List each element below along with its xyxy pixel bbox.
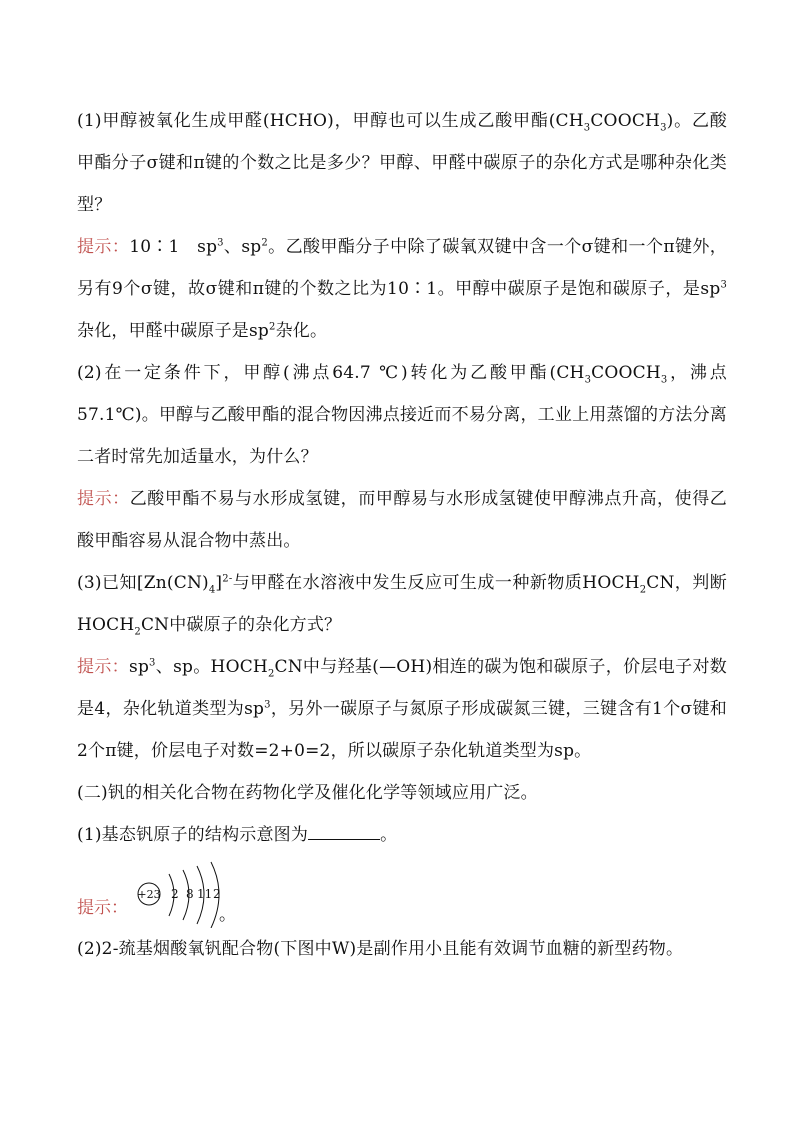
hint-label: 提示：: [77, 489, 130, 509]
hint-label: 提示：: [77, 657, 130, 677]
q1-text-c: )。乙酸甲酯分子σ键和π键的个数之比是多少？甲醇、甲醛中碳原子的杂化方式是哪种杂化类型？: [77, 111, 727, 215]
hint1-text-d: 杂化，甲醛中碳原子是sp: [77, 321, 270, 341]
hint3-text-b: 、sp。HOCH: [155, 657, 268, 677]
q1-sub-b: 3: [660, 122, 667, 134]
q2-text-a: (2)在一定条件下，甲醇(沸点64.7 ℃)转化为乙酸甲酯(CH: [77, 363, 585, 383]
hint-3: [77, 646, 727, 772]
hint1-text-c: 。乙酸甲酯分子中除了碳氧双键中含一个σ键和一个π键外，另有9个σ键，故σ键和π键的个数之比为10∶1。甲醇中碳原子是饱和碳原子，是sp: [77, 237, 727, 299]
hint1-text-b: 、sp: [223, 237, 262, 257]
section-2-intro: [77, 772, 727, 814]
q2-sub-b: 3: [660, 374, 668, 386]
q3-text-c: 与甲醛在水溶液中发生反应可生成一种新物质HOCH: [232, 573, 640, 593]
question-1-1: [77, 100, 727, 226]
hint1-sup-a: 3: [217, 237, 224, 249]
hint-label: 提示：: [77, 237, 130, 257]
q3-sup-b: 2-: [222, 573, 233, 585]
hint1-text-e: 杂化。: [275, 321, 328, 341]
q3-sub-d: 2: [134, 626, 141, 638]
q2-text-c: ，沸点57.1℃)。甲醇与乙酸甲酯的混合物因沸点接近而不易分离，工业上用蒸馏的方法分离二者时常先加适量水，为什么？: [77, 363, 727, 467]
hint2-text: 乙酸甲酯不易与水形成氢键，而甲醇易与水形成氢键使甲醇沸点升高，使得乙酸甲酯容易从混合物中蒸出。: [77, 489, 727, 551]
q3-text-e: CN中碳原子的杂化方式？: [140, 615, 342, 635]
hint1-text-a: 10∶1 sp: [129, 237, 218, 257]
shell-3-count: 11: [197, 887, 213, 901]
q2-sub-a: 3: [584, 374, 592, 386]
hint3-sup-c: 3: [264, 699, 271, 711]
hint-2: [77, 478, 727, 562]
document-body: [77, 100, 727, 970]
hint3-text-d: ，另外一碳原子与氮原子形成碳氮三键，三键含有1个σ键和2个π键，价层电子对数=2+0=2，所以碳原子杂化轨道类型为sp。: [77, 699, 727, 761]
question-2-2: [77, 928, 727, 970]
hint3-sub-b: 2: [267, 668, 275, 680]
section-2-text: (二)钒的相关化合物在药物化学及催化化学等领域应用广泛。: [77, 783, 538, 803]
vanadium-atom-diagram: [133, 860, 229, 928]
q21-text-b: 。: [380, 825, 398, 845]
q21-text-a: (1)基态钒原子的结构示意图为: [77, 825, 309, 845]
hint3-sup-a: 3: [149, 657, 156, 669]
hint-label: 提示：: [77, 898, 128, 918]
q2-text-b: COOCH: [591, 363, 661, 383]
hint1-sup-c: 3: [720, 279, 727, 291]
hint-1: [77, 226, 727, 352]
q1-text-a: (1)甲醇被氧化生成甲醛(HCHO)，甲醇也可以生成乙酸甲酯(CH: [77, 111, 584, 131]
hint-4: [77, 860, 727, 928]
q3-text-d: CN，判断HOCH: [77, 573, 727, 635]
question-1-3: [77, 562, 727, 646]
question-2-1: [77, 814, 727, 856]
q1-text-b: COOCH: [590, 111, 661, 131]
hint4-period: 。: [219, 905, 236, 925]
hint1-sup-b: 2: [261, 237, 268, 249]
q3-sub-c: 2: [639, 584, 647, 596]
q22-text: (2)2-巯基烟酸氧钒配合物(下图中W)是副作用小且能有效调节血糖的新型药物。: [77, 939, 684, 959]
nucleus-charge: +23: [137, 888, 161, 901]
q3-sub-a: 4: [208, 584, 216, 596]
shell-1-count: 2: [171, 887, 179, 901]
hint1-sup-d: 2: [269, 321, 276, 333]
answer-blank: [308, 825, 380, 840]
hint3-text-a: sp: [129, 657, 150, 677]
question-1-2: [77, 352, 727, 478]
q1-sub-a: 3: [583, 122, 591, 134]
shell-2-count: 8: [186, 887, 194, 901]
shell-4-count: 2: [213, 887, 221, 901]
q3-text-a: (3)已知[Zn(CN): [77, 573, 209, 593]
q3-text-b: ]: [215, 573, 223, 593]
hint3-text-c: CN中与羟基(—OH)相连的碳为饱和碳原子，价层电子对数是4，杂化轨道类型为sp: [77, 657, 727, 719]
